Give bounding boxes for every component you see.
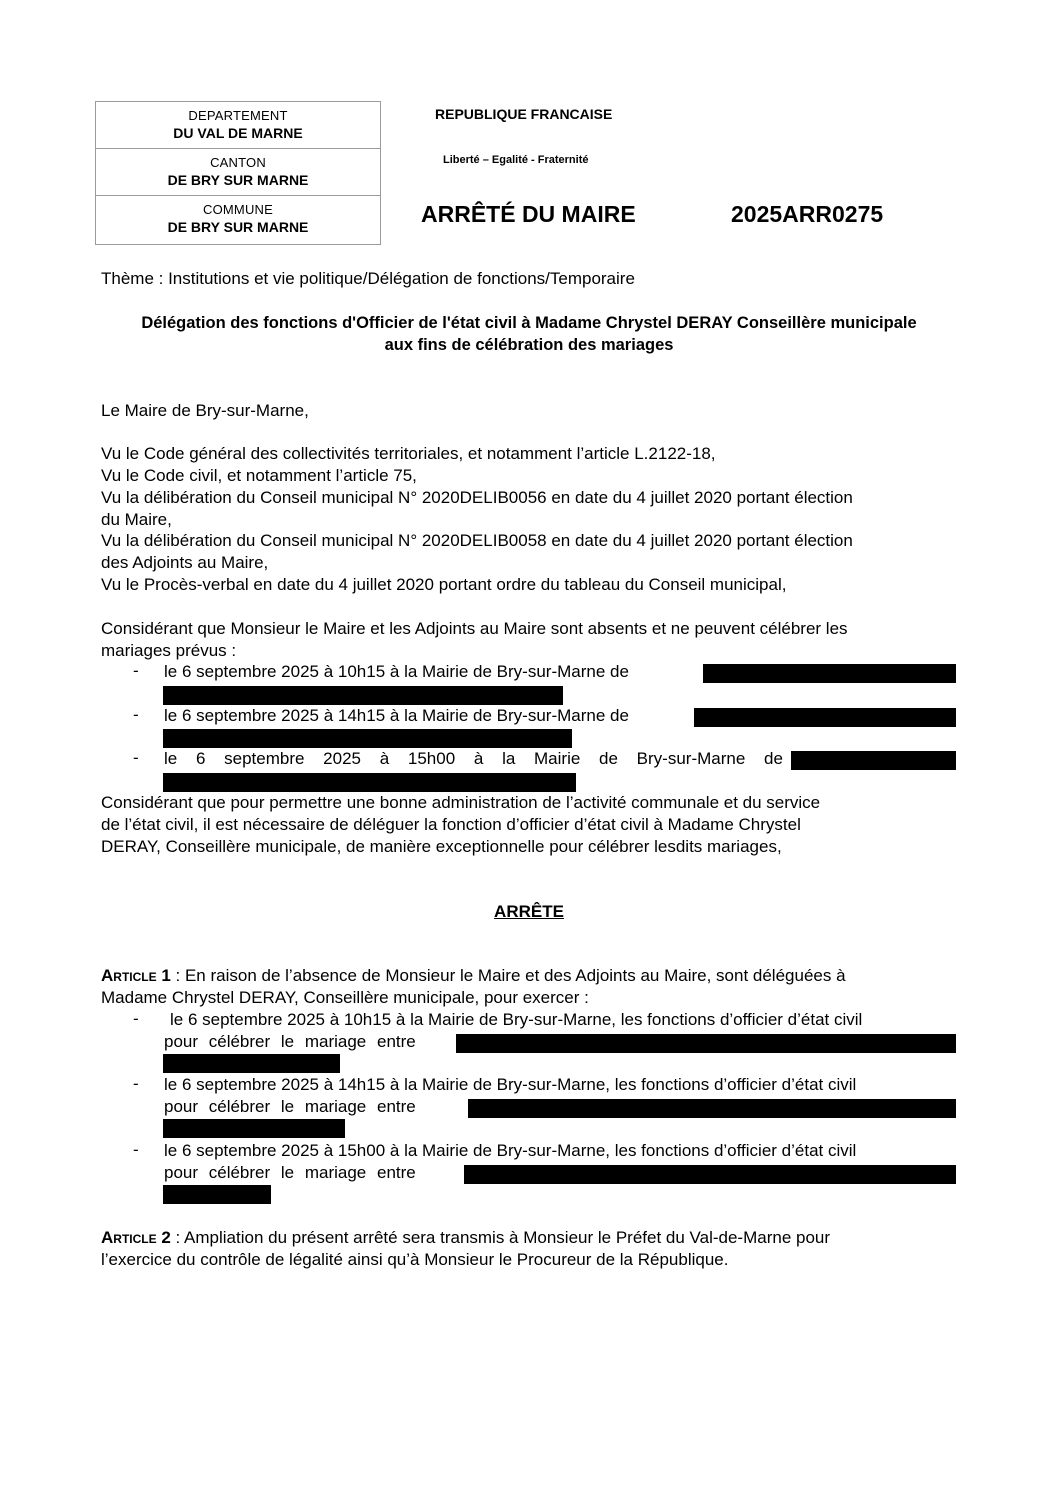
article-2-text: : Ampliation du présent arrêté sera transmis à Monsieur le Préfet du Val-de-Marne pour xyxy=(170,1228,831,1247)
mariage-item-text: le 6 septembre 2025 à 10h15 à la Mairie de Bry-sur-Marne de xyxy=(164,662,629,681)
commune-label: COMMUNE xyxy=(202,202,273,217)
article-2-line-2: l’exercice du contrôle de légalité ainsi qu’à Monsieur le Procureur de la République. xyxy=(101,1250,729,1269)
canton-value: DE BRY SUR MARNE xyxy=(167,172,309,188)
vu-line: des Adjoints au Maire, xyxy=(101,553,269,572)
header-admin-box xyxy=(95,101,381,245)
redaction-block xyxy=(694,708,956,727)
document-number: 2025ARR0275 xyxy=(731,201,884,227)
document-title: ARRÊTÉ DU MAIRE xyxy=(421,201,636,227)
list-dash: - xyxy=(133,1140,139,1159)
list-dash: - xyxy=(133,1074,139,1093)
mariage-item-text: le 6 septembre 2025 à 15h00 à la Mairie de Bry-sur-Marne de xyxy=(164,749,783,768)
commune-cell xyxy=(96,196,380,243)
redaction-block xyxy=(163,1054,340,1073)
redaction-block xyxy=(163,773,576,792)
article-2-label: Article 2 xyxy=(101,1228,171,1247)
motto: Liberté – Egalité - Fraternité xyxy=(443,154,589,166)
redaction-block xyxy=(163,1119,345,1138)
canton-cell xyxy=(96,149,380,196)
list-dash: - xyxy=(133,661,139,680)
considerant-1-line-2: mariages prévus : xyxy=(101,641,237,660)
vu-line: Vu le Procès-verbal en date du 4 juillet 2020 portant ordre du tableau du Conseil municipal, xyxy=(101,575,787,594)
article-1-item-cont: pour célébrer le mariage entre xyxy=(164,1163,416,1182)
mariage-item-text: le 6 septembre 2025 à 14h15 à la Mairie de Bry-sur-Marne de xyxy=(164,706,629,725)
vu-line: Vu le Code civil, et notamment l’article 75, xyxy=(101,466,417,485)
arrete-heading: ARRÊTE xyxy=(494,902,564,921)
list-dash: - xyxy=(133,1009,139,1028)
article-1-text: : En raison de l’absence de Monsieur le Maire et des Adjoints au Maire, sont déléguées à xyxy=(170,966,846,985)
redaction-block xyxy=(464,1165,956,1184)
considerant-2-line: Considérant que pour permettre une bonne administration de l’activité communale et du service xyxy=(101,793,821,812)
vu-line: Vu la délibération du Conseil municipal N° 2020DELIB0056 en date du 4 juillet 2020 portant élection xyxy=(101,488,853,507)
article-1-item: le 6 septembre 2025 à 14h15 à la Mairie de Bry-sur-Marne, les fonctions d’officier d’état civil xyxy=(164,1075,857,1094)
theme-line: Thème : Institutions et vie politique/Délégation de fonctions/Temporaire xyxy=(101,269,635,288)
article-2-line-1 xyxy=(101,1227,957,1249)
subject-line-1: Délégation des fonctions d'Officier de l'état civil à Madame Chrystel DERAY Conseillère municipale xyxy=(141,314,917,332)
list-dash: - xyxy=(133,748,139,767)
article-1-item: le 6 septembre 2025 à 10h15 à la Mairie de Bry-sur-Marne, les fonctions d’officier d’état civil xyxy=(170,1010,863,1029)
considerant-2-line: de l’état civil, il est nécessaire de déléguer la fonction d’officier d’état civil à Madame Chrystel xyxy=(101,815,801,834)
departement-value: DU VAL DE MARNE xyxy=(173,125,303,141)
vu-line: Vu la délibération du Conseil municipal N° 2020DELIB0058 en date du 4 juillet 2020 portant élection xyxy=(101,531,853,550)
redaction-block xyxy=(456,1034,956,1053)
article-1-line-1 xyxy=(101,965,957,987)
commune-value: DE BRY SUR MARNE xyxy=(167,219,309,235)
article-1-item-cont: pour célébrer le mariage entre xyxy=(164,1032,416,1051)
list-dash: - xyxy=(133,705,139,724)
article-1-item: le 6 septembre 2025 à 15h00 à la Mairie de Bry-sur-Marne, les fonctions d’officier d’état civil xyxy=(164,1141,857,1160)
redaction-block xyxy=(163,686,563,705)
redaction-block xyxy=(163,729,572,748)
article-1-label: Article 1 xyxy=(101,966,171,985)
vu-line: Vu le Code général des collectivités territoriales, et notamment l’article L.2122-18, xyxy=(101,444,716,463)
departement-label: DEPARTEMENT xyxy=(188,108,288,123)
redaction-block xyxy=(163,1185,271,1204)
considerant-1-line-1: Considérant que Monsieur le Maire et les Adjoints au Maire sont absents et ne peuvent célébrer les xyxy=(101,619,848,638)
departement-cell xyxy=(96,102,380,149)
redaction-block xyxy=(468,1099,956,1118)
article-1-line-2: Madame Chrystel DERAY, Conseillère municipale, pour exercer : xyxy=(101,988,589,1007)
considerant-2-line: DERAY, Conseillère municipale, de manière exceptionnelle pour célébrer lesdits mariages, xyxy=(101,837,782,856)
republique-heading: REPUBLIQUE FRANCAISE xyxy=(435,106,613,122)
article-1-item-cont: pour célébrer le mariage entre xyxy=(164,1097,416,1116)
vu-line: du Maire, xyxy=(101,510,172,529)
subject-line-2: aux fins de célébration des mariages xyxy=(384,336,674,354)
redaction-block xyxy=(703,664,956,683)
intro-line: Le Maire de Bry-sur-Marne, xyxy=(101,401,309,420)
canton-label: CANTON xyxy=(210,155,266,170)
redaction-block xyxy=(791,751,956,770)
